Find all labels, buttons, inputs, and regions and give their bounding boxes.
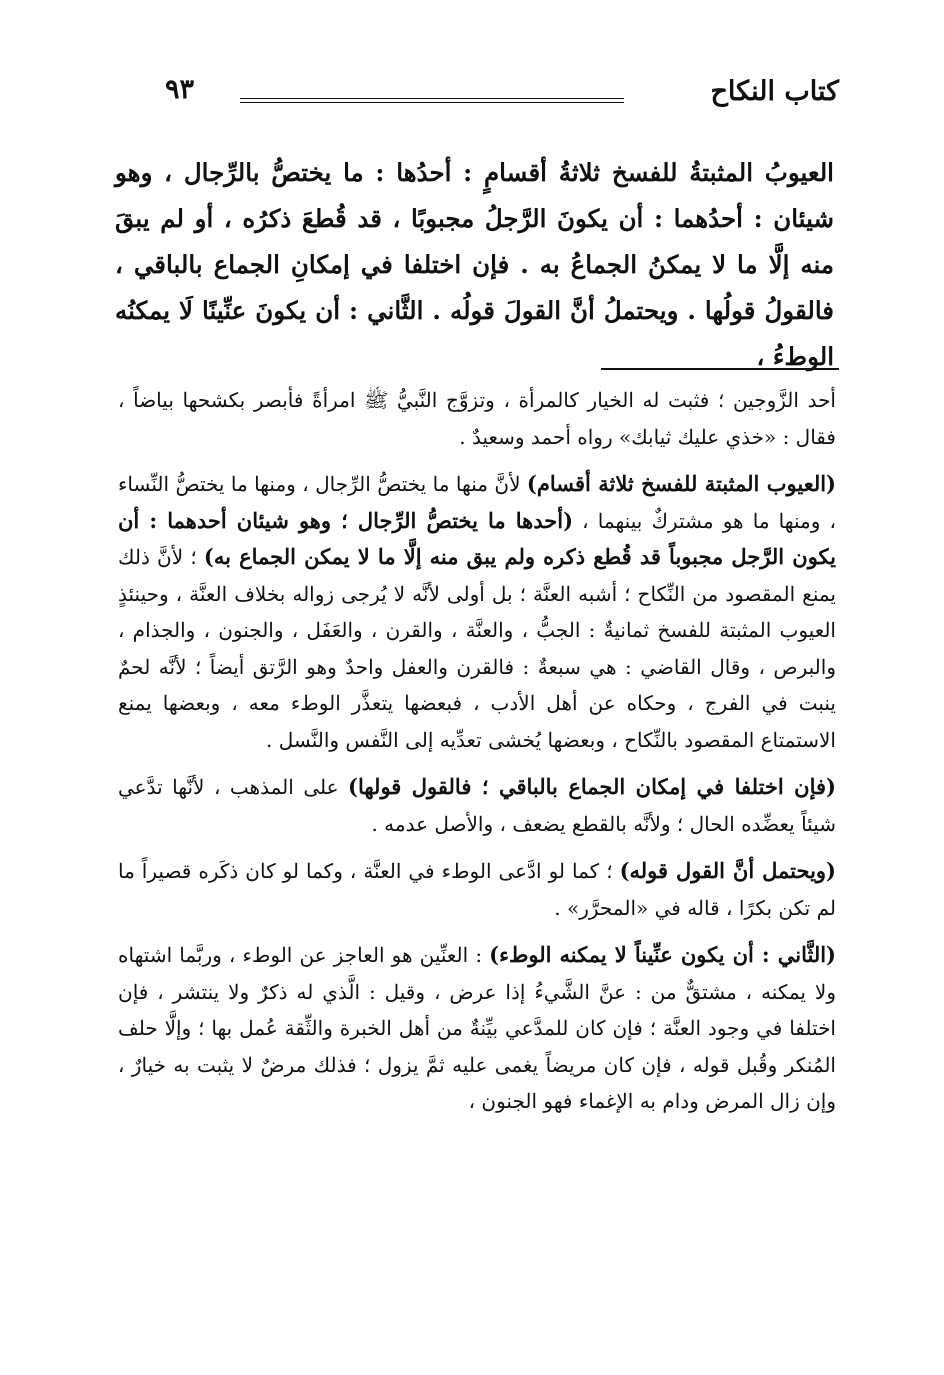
main-text: العيوبُ المثبتةُ للفسخ ثلاثةُ أقسامٍ : أحدُها : ما يختصُّ بالرِّجال ، وهو شيئان : أحدُهما : أن يكونَ الرَّجلُ مجبوبًا ، قد قُطعَ ذكرُه ، أو لم يبقَ منه إلَّا ما لا يمكنُ الجماعُ به . فإن اختلفا في إمكانِ الجماع بالباقي ، فالقولُ قولُها . ويحتملُ أنَّ القولَ قولُه . الثَّاني : أن يكونَ عنِّينًا لَا يمكنُه الوطءُ ، <box>115 158 834 371</box>
commentary-paragraph-5 <box>118 937 836 1120</box>
commentary-paragraph-4 <box>118 853 836 926</box>
quoted-matn: (فإن اختلفا في إمكان الجماع بالباقي ؛ فالقول قولها) <box>348 774 836 799</box>
quoted-matn: (أحدها ما يختصُّ الرِّجال ؛ وهو شيئان أحدهما : أن يكون الرَّجل مجبوباً قد قُطع ذكره ولم يبق منه إلَّا ما لا يمكن الجماع به) <box>118 507 836 569</box>
page-header <box>150 72 839 112</box>
running-title: كتاب النكاح <box>710 76 839 107</box>
commentary-paragraph-2 <box>118 466 836 758</box>
quoted-matn: (الثَّاني : أن يكون عنِّيناً لا يمكنه الوطء) <box>489 942 836 967</box>
commentary-text: على المذهب ، لأنَّها تدَّعي شيئاً يعضِّده الحال ؛ ولأنَّه بالقطع يضعف ، والأصل عدمه . <box>118 775 836 836</box>
quoted-matn: (العيوب المثبتة للفسخ ثلاثة أقسام) <box>526 471 836 496</box>
commentary-paragraph-1: أحد الزَّوجين ؛ فثبت له الخيار كالمرأة ، وتزوَّج النَّبيُّ ﷺ امرأةً فأبصر بكشحها بياضاً ، فقال : «خذي عليك ثيابك» رواه أحمد وسعيدٌ . <box>118 388 836 449</box>
commentary-text: ؛ لأنَّ ذلك يمنع المقصود من النِّكاح ؛ أشبه العنَّة ؛ بل أولى لأنَّه لا يُرجى زواله بخلاف العنَّة ، وحينئذٍ العيوب المثبتة للفسخ ثمانيةٌ : الجبُّ ، والعنَّة ، والقرن ، والعَفَل ، والجنون ، والجذام ، والبرص ، وقال القاضي : هي سبعةٌ : فالقرن والعفل واحدٌ وهو الرَّتق أيضاً ؛ لأنَّه لحمٌ ينبت في الفرج ، وحكاه عن أهل الأدب ، فبعضها يتعذَّر الوطء معه ، وبعضها يمنع الاستمتاع المقصود بالنِّكاح ، وبعضها يُخشى تعدِّيه إلى النَّفس والنَّسل . <box>118 545 836 752</box>
commentary-text: : العنِّين هو العاجز عن الوطء ، وربَّما اشتهاه ولا يمكنه ، مشتقٌّ من : عنَّ الشَّيءُ إذا عرض ، وقيل : الَّذي له ذكرٌ ولا ينتشر ، فإن اختلفا في وجود العنَّة ؛ فإن كان للمدَّعي بيِّنةٌ من أهل الخبرة والثِّقة عُمل بها ؛ وإلَّا حلف المُنكر وقُبل قوله ، فإن كان مريضاً يغمى عليه ثمَّ يزول ؛ فذلك مرضٌ لا يثبت به خيارٌ ، وإن زال المرض ودام به الإغماء فهو الجنون ، <box>118 943 836 1113</box>
commentary <box>118 382 836 1131</box>
commentary-paragraph-3 <box>118 769 836 842</box>
header-rule <box>240 98 624 99</box>
commentary-text: لأنَّ منها ما يختصُّ الرِّجال ، ومنها ما يختصُّ النِّساء ، ومنها ما هو مشتركٌ بينهما ، <box>118 472 837 533</box>
footnote-separator <box>601 368 839 370</box>
quoted-matn: (ويحتمل أنَّ القول قوله) <box>619 858 836 883</box>
page-number: ٩٣ <box>165 74 195 105</box>
commentary-text: ؛ كما لو ادَّعى الوطء في العنَّة ، وكما لو كان ذكَره قصيراً ما لم تكن بكرًا ، قاله في «المحرَّر» . <box>118 859 836 920</box>
